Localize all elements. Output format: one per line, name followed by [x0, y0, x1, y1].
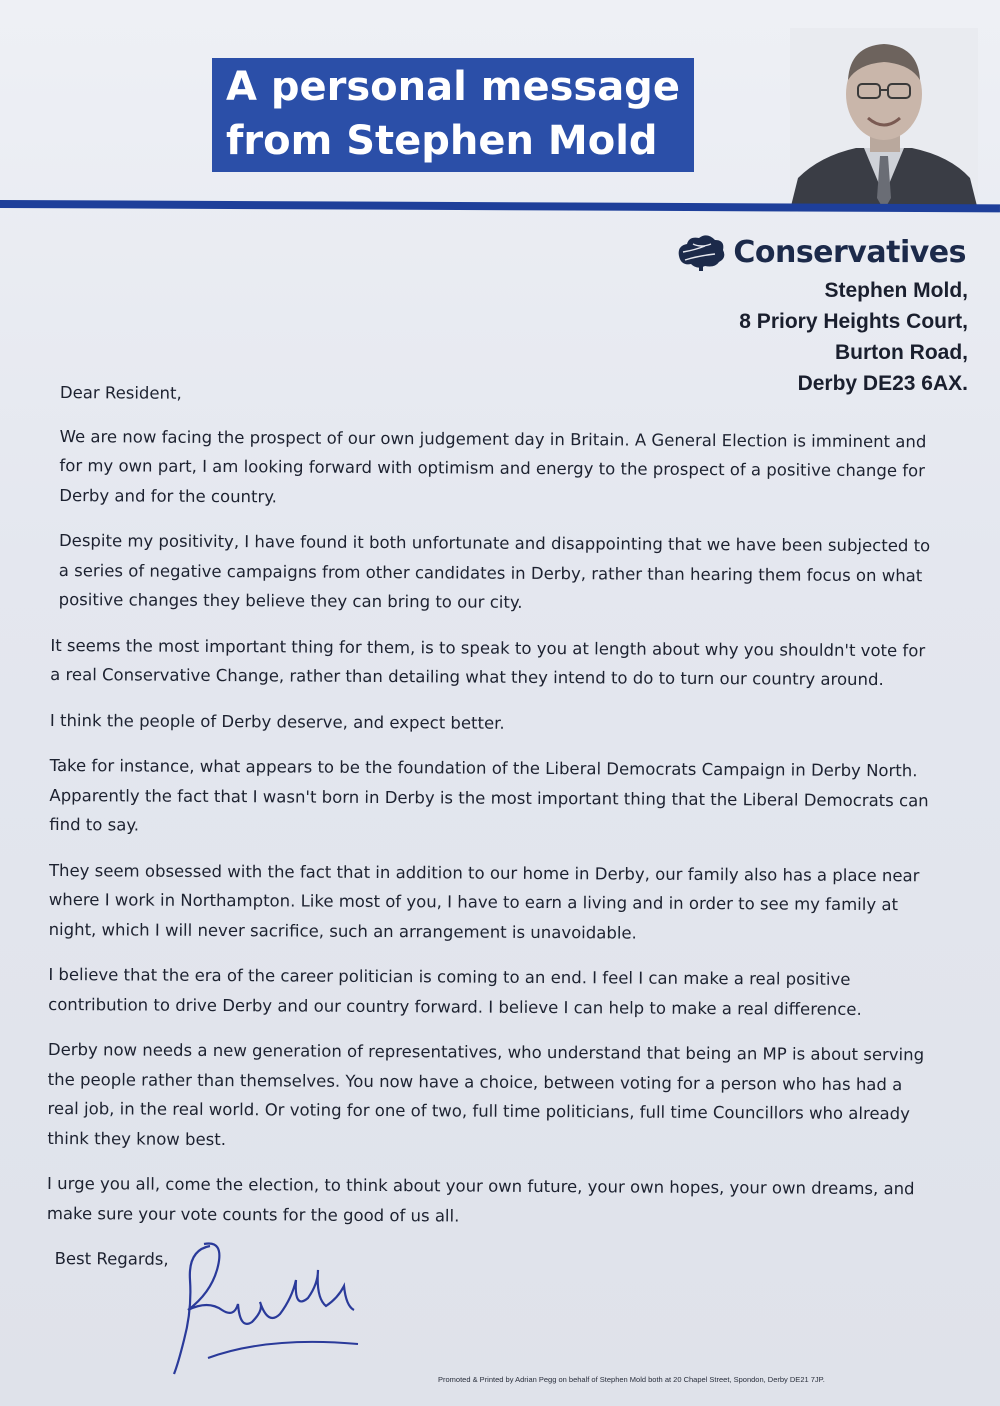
address-line: Stephen Mold, — [824, 279, 968, 302]
paragraph: It seems the most important thing for them, is to speak to you at length about why you shouldn't vote for a real Conservative Change, rather than detailing what they intend to do to turn our country around. — [50, 635, 926, 690]
closing: Best Regards, — [54, 1249, 169, 1269]
address-line: Derby DE23 6AX. — [797, 372, 968, 395]
paragraph: I believe that the era of the career politician is coming to an end. I feel I can make a real positive contribution to drive Derby and our country forward. I believe I can help to make a real difference. — [48, 964, 862, 1019]
headline-banner — [212, 58, 694, 172]
letter-body — [47, 378, 932, 1279]
paragraph: We are now facing the prospect of our own judgement day in Britain. A General Election is imminent and for my own part, I am looking forward with optimism and energy to the prospect of a positive change for Derby and for the country. — [59, 426, 927, 506]
brand-name: Conservatives — [733, 234, 966, 270]
conservatives-logo — [675, 232, 966, 272]
paragraph: I think the people of Derby deserve, and expect better. — [49, 710, 505, 733]
headline-line-1: A personal message — [226, 64, 680, 110]
headline-line-2: from Stephen Mold — [226, 118, 658, 164]
sender-address — [739, 275, 968, 399]
imprint: Promoted & Printed by Adrian Pegg on behalf of Stephen Mold both at 20 Chapel Street, Spondon, Derby DE21 7JP. — [438, 1375, 825, 1384]
address-line: Burton Road, — [835, 341, 968, 364]
greeting: Dear Resident, — [59, 383, 182, 403]
tree-logo-icon — [675, 232, 727, 272]
address-line: 8 Priory Heights Court, — [739, 310, 968, 333]
paragraph: Despite my positivity, I have found it both unfortunate and disappointing that we have been subjected to a series of negative campaigns from other candidates in Derby, rather than hearing them focus on what positive changes they believe they can bring to our city. — [58, 531, 931, 612]
signature — [168, 1240, 368, 1380]
paragraph: I urge you all, come the election, to think about your own future, your own hopes, your own dreams, and make sure your vote counts for the good of us all. — [46, 1173, 915, 1226]
paragraph: Derby now needs a new generation of representatives, who understand that being an MP is about serving the people rather than themselves. You now have a choice, between voting for a person who has had a real job, in the real world. Or voting for one of two, full time politicians, full time Councillors who already think they know best. — [47, 1039, 925, 1149]
candidate-portrait — [790, 28, 978, 210]
paragraph: Take for instance, what appears to be the foundation of the Liberal Democrats Campaign in Derby North. Apparently the fact that I wasn't born in Derby is the most important thing that the Liberal Democrats can find to say. — [49, 755, 929, 835]
paragraph: They seem obsessed with the fact that in addition to our home in Derby, our family also has a place near where I work in Northampton. Like most of you, I have to earn a living and in order to see my family at night, which I will never sacrifice, such an arrangement is unavoidable. — [48, 860, 920, 943]
